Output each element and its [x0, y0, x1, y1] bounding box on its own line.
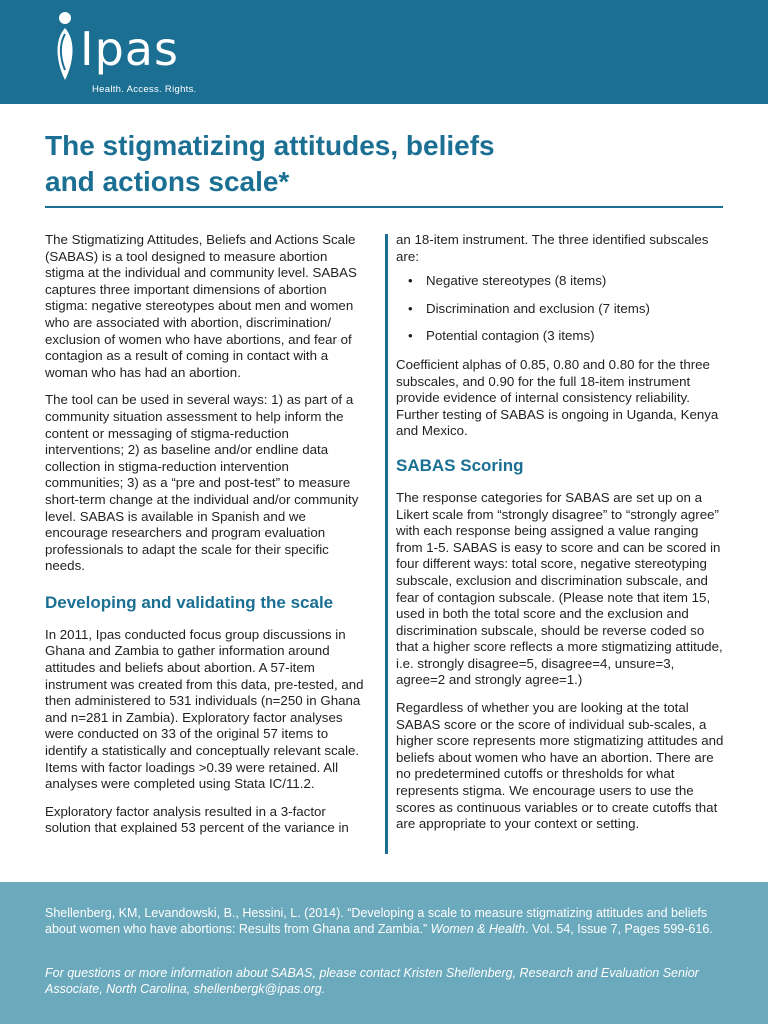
ipas-figure-icon — [50, 10, 80, 90]
title-line-2: and actions scale* — [45, 166, 290, 197]
contact-note: For questions or more information about SABAS, please contact Kristen Shellenberg, Research and Evaluation Senior Associate, North Carolina, shellenbergk@ipas.org. — [45, 966, 699, 996]
title-line-1: The stigmatizing attitudes, beliefs — [45, 130, 495, 161]
bullet-icon: • — [408, 328, 413, 344]
brand-tagline: Health. Access. Rights. — [92, 84, 197, 95]
section-heading-scoring: SABAS Scoring — [396, 455, 524, 475]
ipas-logo[interactable] — [50, 10, 220, 100]
intro-paragraph: The Stigmatizing Attitudes, Beliefs and Actions Scale (SABAS) is a tool designed to measure abortion stigma at the individual and community level. SABAS captures three important dimensions of abortion stigma: negative stereotypes about men and women who are associated with abortion, discrimination/ exclusion of women who have abortions, and fear of contagion as a result of coming in contact with a woman who has had an abortion. — [45, 232, 357, 380]
interpretation-paragraph: Regardless of whether you are looking at the total SABAS score or the score of individual sub-scales, a higher score represents more stigmatizing attitudes and beliefs about women who have an abortion. There are no predetermined cutoffs or thresholds for what represents stigma. We encourage users to use the scores as continuous variables or to create cutoffs that are appropriate to your context or setting. — [396, 700, 724, 832]
section-heading-developing: Developing and validating the scale — [45, 592, 334, 612]
alphas-paragraph: Coefficient alphas of 0.85, 0.80 and 0.80 for the three subscales, and 0.90 for the full 18-item instrument provide evidence of internal consistency reliability. Further testing of SABAS is ongoing in Uganda, Kenya and Mexico. — [396, 356, 719, 439]
page-title — [45, 128, 705, 200]
uses-paragraph: The tool can be used in several ways: 1) as part of a community situation assessment to help inform the content or messaging of stigma-reduction interventions; 2) as baseline and/or endline data collection in stigma-reduction intervention communities; 3) as a “pre and post-test” to measure short-term change at the individual and/or community level. SABAS is available in Spanish and we encourage researchers and program evaluation professionals to adapt the scale for their specific needs. — [45, 392, 359, 574]
bullet-icon: • — [408, 273, 413, 289]
citation-tail: . Vol. 54, Issue 7, Pages 599-616. — [525, 921, 713, 936]
subscale-label: Negative stereotypes (8 items) — [426, 273, 607, 289]
column-divider — [385, 234, 388, 854]
list-item — [396, 273, 726, 290]
brand-name: Ipas — [80, 22, 179, 76]
footer-banner — [0, 882, 768, 1024]
list-item — [396, 328, 726, 345]
subscale-label: Discrimination and exclusion (7 items) — [426, 300, 650, 316]
citation — [45, 906, 725, 937]
header-banner — [0, 0, 768, 104]
development-paragraph: In 2011, Ipas conducted focus group discussions in Ghana and Zambia to gather information around attitudes and beliefs about abortion. A 57-item instrument was created from this data, pre-tested, and then administered to 531 individuals (n=250 in Ghana and n=281 in Zambia). Exploratory factor analyses were conducted on 33 of the original 57 items to identify a statistically and conceptually relevant scale. Items with factor loadings >0.39 were retained. All analyses were completed using Stata IC/11.2. — [45, 626, 364, 792]
list-item — [396, 301, 726, 318]
title-divider — [45, 206, 723, 208]
factor-paragraph: Exploratory factor analysis resulted in a 3-factor solution that explained 53 percent of the variance in — [45, 803, 349, 836]
right-column — [396, 232, 726, 844]
bullet-icon: • — [408, 300, 413, 316]
citation-journal: Women & Health — [430, 921, 526, 936]
citation-main: Shellenberg, KM, Levandowski, B., Hessini, L. (2014). “Developing a scale to measure stigmatizing attitudes and beliefs about women who have abortions: Results from Ghana and Zambia.” — [45, 906, 708, 936]
subscale-list — [396, 273, 726, 345]
scoring-paragraph: The response categories for SABAS are set up on a Likert scale from “strongly disagree” to “strongly agree” with each response being assigned a value ranging from 1-5. SABAS is easy to score and can be scored in four different ways: total score, negative stereotyping subscale, exclusion and discrimination subscale, and fear of contagion subscale. (Please note that item 15, used in both the total score and the exclusion and discrimination subscale, should be reverse coded so that a higher score reflects a more stigmatizing attitude, i.e. strongly disagree=5, disagree=4, unsure=3, agree=2 and strongly agree=1.) — [396, 489, 723, 688]
continuation-paragraph: an 18-item instrument. The three identified subscales are: — [396, 232, 709, 264]
subscale-label: Potential contagion (3 items) — [426, 328, 595, 344]
left-column — [45, 232, 367, 848]
